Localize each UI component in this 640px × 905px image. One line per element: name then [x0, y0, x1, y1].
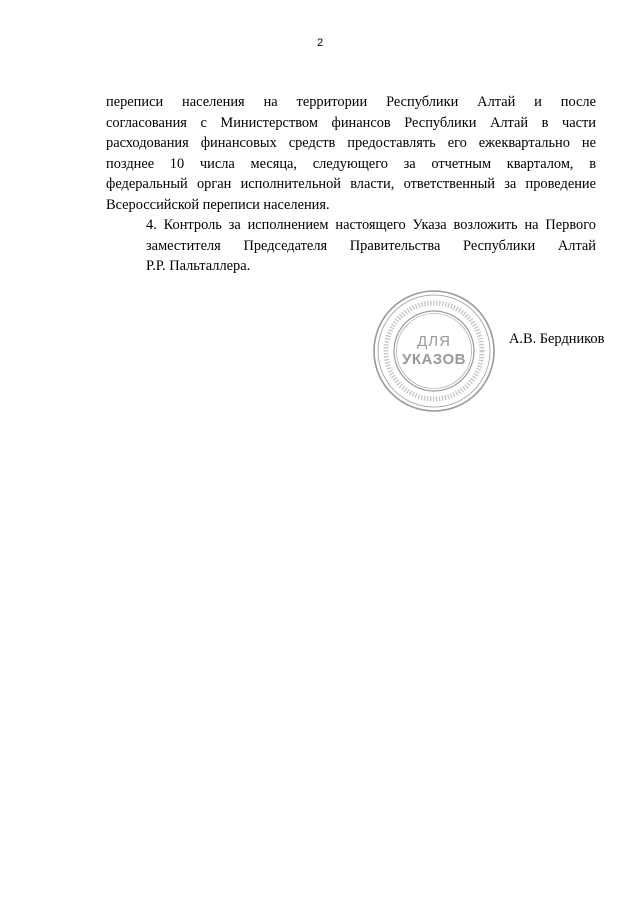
seal-text-line-1: ДЛЯ — [417, 333, 451, 350]
paragraph-control-clause — [106, 215, 596, 277]
text-line: расходования финансовых средств предоставлять его ежеквартально не — [106, 135, 596, 152]
text-line: 4. Контроль за исполнением настоящего Указа возложить на Первого — [146, 217, 596, 233]
text-line: согласования с Министерством финансов Республики Алтай в части — [106, 114, 596, 131]
signatory-name: А.В. Бердников — [509, 331, 605, 347]
seal-text-line-2: УКАЗОВ — [401, 351, 467, 368]
text-line: Всероссийской переписи населения. — [106, 196, 330, 213]
text-line: федеральный орган исполнительной власти, ответственный за проведение — [106, 176, 596, 193]
paragraph-census-reporting — [106, 92, 596, 216]
text-line: заместителя Председателя Правительства Республики Алтай — [146, 237, 596, 254]
page-number: 2 — [316, 37, 324, 49]
text-line: позднее 10 числа месяца, следующего за отчетным кварталом, в — [106, 155, 596, 172]
text-line: переписи населения на территории Республики Алтай и после — [106, 94, 596, 110]
text-line: Р.Р. Пальталлера. — [146, 258, 251, 275]
official-seal — [372, 289, 496, 413]
